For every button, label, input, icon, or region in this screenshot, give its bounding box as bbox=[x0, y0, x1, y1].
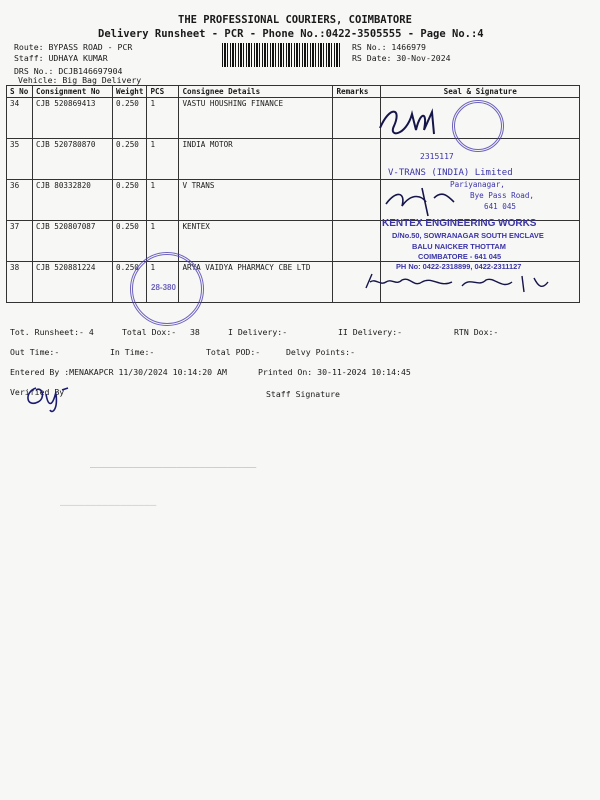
row-weight: 0.250 bbox=[113, 262, 147, 303]
ii-delivery: II Delivery:- bbox=[338, 327, 403, 337]
kentex-stamp-phone: PH No: 0422-2318899, 0422-2311127 bbox=[396, 262, 522, 271]
row-consignee: ARYA VAIDYA PHARMACY CBE LTD bbox=[179, 262, 333, 303]
total-pod: Total POD:- bbox=[206, 347, 261, 357]
col-remarks: Remarks bbox=[333, 86, 381, 98]
company-title: THE PROFESSIONAL COURIERS, COIMBATORE bbox=[178, 14, 412, 26]
row-consignee: V TRANS bbox=[179, 180, 333, 221]
col-sno: S No bbox=[7, 86, 33, 98]
round-office-stamp bbox=[130, 252, 204, 326]
bleed-through-mark: ――――――――――――――――――――――― bbox=[90, 460, 257, 474]
row-pcs: 1 bbox=[147, 139, 179, 180]
drs-number: DRS No.: DCJB146697904 bbox=[14, 66, 123, 76]
vtrans-stamp-line2: Bye Pass Road, bbox=[470, 191, 535, 200]
signature-row36 bbox=[382, 182, 472, 222]
row-consignment: CJB 80332820 bbox=[33, 180, 113, 221]
kentex-stamp-line1: D/No.50, SOWRANAGAR SOUTH ENCLAVE bbox=[392, 231, 544, 240]
signature-row38 bbox=[362, 268, 562, 298]
row-consignee: INDIA MOTOR bbox=[179, 139, 333, 180]
row-sno: 37 bbox=[7, 221, 33, 262]
col-pcs: PCS bbox=[147, 86, 179, 98]
bleed-through-mark: ―――――――――――――――― bbox=[60, 500, 157, 511]
rtn-dox: RTN Dox:- bbox=[454, 327, 499, 337]
row-pcs: 1 bbox=[147, 262, 179, 303]
col-consignment: Consignment No bbox=[33, 86, 113, 98]
col-weight: Weight bbox=[113, 86, 147, 98]
row-consignee: KENTEX bbox=[179, 221, 333, 262]
vtrans-stamp-line1: Pariyanagar, bbox=[450, 180, 505, 189]
entered-by: Entered By :MENAKAPCR 11/30/2024 10:14:20 AM bbox=[10, 367, 227, 377]
row-pcs: 1 bbox=[147, 180, 179, 221]
vastu-stamp-text: 2315117 bbox=[420, 152, 454, 161]
row-pcs: 1 bbox=[147, 98, 179, 139]
col-seal: Seal & Signature bbox=[381, 86, 580, 98]
row-remarks bbox=[333, 139, 381, 180]
tot-runsheet: Tot. Runsheet:- 4 bbox=[10, 327, 94, 337]
vehicle-label: Vehicle: Big Bag Delivery bbox=[18, 75, 142, 85]
row-sno: 38 bbox=[7, 262, 33, 303]
table-header-row bbox=[7, 86, 580, 98]
row-weight: 0.250 bbox=[113, 180, 147, 221]
staff-signature-label: Staff Signature bbox=[266, 389, 340, 399]
row-consignment: CJB 520807087 bbox=[33, 221, 113, 262]
row-consignment: CJB 520869413 bbox=[33, 98, 113, 139]
row-remarks bbox=[333, 180, 381, 221]
rs-date: RS Date: 30-Nov-2024 bbox=[352, 53, 451, 63]
verified-by: Verified By bbox=[10, 387, 65, 397]
total-dox-value: 38 bbox=[190, 327, 200, 337]
kentex-stamp-name: KENTEX ENGINEERING WORKS bbox=[382, 218, 537, 229]
vtrans-stamp-name: V-TRANS (INDIA) Limited bbox=[388, 168, 513, 178]
in-time: In Time:- bbox=[110, 347, 155, 357]
printed-on: Printed On: 30-11-2024 10:14:45 bbox=[258, 367, 411, 377]
i-delivery: I Delivery:- bbox=[228, 327, 288, 337]
row-sno: 34 bbox=[7, 98, 33, 139]
row-weight: 0.250 bbox=[113, 221, 147, 262]
row-remarks bbox=[333, 221, 381, 262]
barcode-image bbox=[222, 43, 340, 67]
staff-label: Staff: UDHAYA KUMAR bbox=[14, 53, 108, 63]
signature-row34 bbox=[372, 100, 462, 142]
row-consignee: VASTU HOUSHING FINANCE bbox=[179, 98, 333, 139]
row-sno: 36 bbox=[7, 180, 33, 221]
kentex-stamp-line3: COIMBATORE - 641 045 bbox=[418, 252, 502, 261]
row-consignment: CJB 520780870 bbox=[33, 139, 113, 180]
kentex-stamp-line2: BALU NAICKER THOTTAM bbox=[412, 242, 506, 251]
round-stamp-text: 28-380 bbox=[151, 283, 176, 292]
out-time: Out Time:- bbox=[10, 347, 60, 357]
route-label: Route: BYPASS ROAD - PCR bbox=[14, 42, 133, 52]
col-consignee: Consignee Details bbox=[179, 86, 333, 98]
total-dox-label: Total Dox:- bbox=[122, 327, 177, 337]
row-pcs: 1 bbox=[147, 221, 179, 262]
runsheet-subtitle: Delivery Runsheet - PCR - Phone No.:0422-3505555 - Page No.:4 bbox=[98, 28, 484, 40]
row-consignment: CJB 520881224 bbox=[33, 262, 113, 303]
row-weight: 0.250 bbox=[113, 139, 147, 180]
row-sno: 35 bbox=[7, 139, 33, 180]
rs-number: RS No.: 1466979 bbox=[352, 42, 426, 52]
verifier-signature bbox=[22, 380, 82, 414]
delvy-points: Delvy Points:- bbox=[286, 347, 356, 357]
row-weight: 0.250 bbox=[113, 98, 147, 139]
vtrans-stamp-line3: 641 045 bbox=[484, 202, 517, 211]
